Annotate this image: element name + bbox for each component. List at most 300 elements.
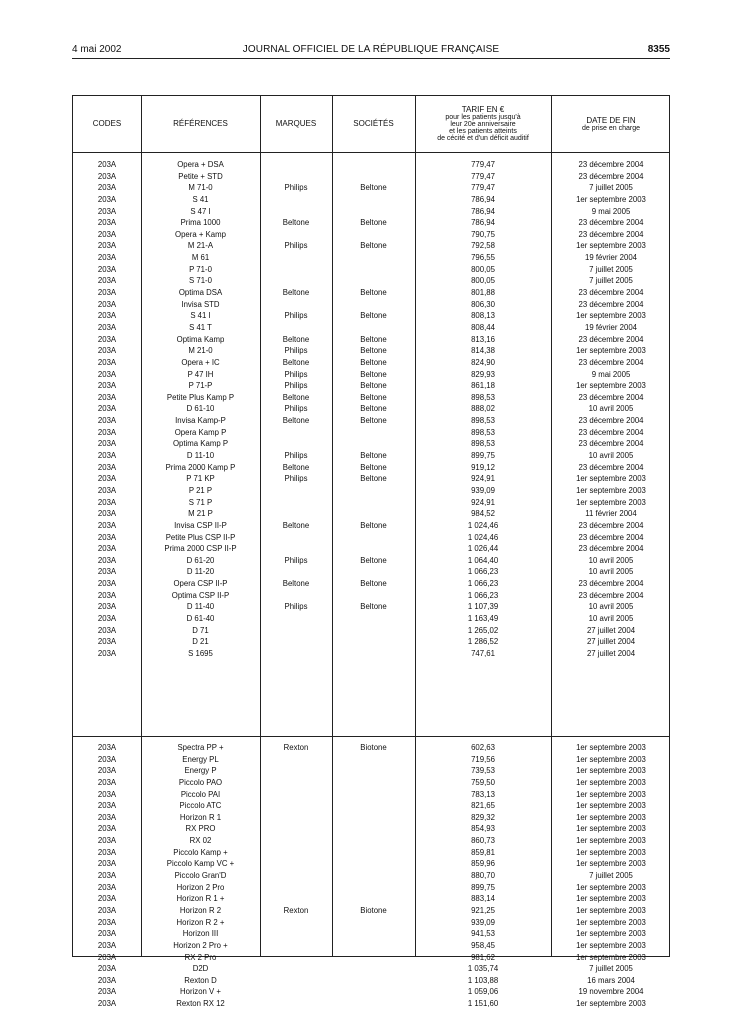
row-tarif: 1 066,23 xyxy=(467,590,499,600)
row-reference: M 21-0 xyxy=(188,346,213,356)
row-code: 203A xyxy=(97,544,117,554)
row-code: 203A xyxy=(97,194,117,204)
row-tarif: 1 103,88 xyxy=(467,975,499,985)
row-tarif: 1 035,74 xyxy=(467,964,499,974)
table-row xyxy=(73,217,669,229)
row-reference: P 71 KP xyxy=(186,474,215,484)
row-code: 203A xyxy=(97,777,117,787)
tariff-table xyxy=(72,95,670,1009)
row-code: 203A xyxy=(97,299,117,309)
row-date-fin: 7 juillet 2005 xyxy=(589,264,633,274)
table-row xyxy=(73,194,669,206)
table-row xyxy=(73,823,669,835)
row-tarif: 806,30 xyxy=(471,299,495,309)
table-row xyxy=(73,882,669,894)
table-row xyxy=(73,928,669,940)
row-tarif: 779,47 xyxy=(471,171,495,181)
row-code: 203A xyxy=(97,987,117,997)
column-header-label: CODES xyxy=(92,119,122,128)
row-code: 203A xyxy=(97,276,117,286)
row-tarif: 859,96 xyxy=(471,859,495,869)
table-row xyxy=(73,427,669,439)
row-code: 203A xyxy=(97,346,117,356)
row-date-fin: 23 décembre 2004 xyxy=(578,288,644,298)
row-date-fin: 23 décembre 2004 xyxy=(578,579,644,589)
row-date-fin: 19 novembre 2004 xyxy=(578,987,644,997)
row-tarif: 1 059,06 xyxy=(467,987,499,997)
table-row xyxy=(73,625,669,637)
row-tarif: 1 026,44 xyxy=(467,544,499,554)
row-reference: Energy P xyxy=(184,766,217,776)
row-reference: S 71 P xyxy=(188,497,213,507)
row-marque: Philips xyxy=(284,555,308,565)
row-marque: Beltone xyxy=(282,218,310,228)
row-reference: P 47 IH xyxy=(187,369,214,379)
row-tarif: 814,38 xyxy=(471,346,495,356)
row-reference: D 11-40 xyxy=(186,602,215,612)
row-reference: Horizon III xyxy=(182,929,219,939)
row-date-fin: 1er septembre 2003 xyxy=(576,789,646,799)
column-header-societes xyxy=(332,96,415,152)
row-code: 203A xyxy=(97,497,117,507)
row-reference: Prima 2000 CSP II-P xyxy=(164,544,237,554)
table-row xyxy=(73,917,669,929)
row-code: 203A xyxy=(97,357,117,367)
row-code: 203A xyxy=(97,451,117,461)
table-row xyxy=(73,240,669,252)
row-marque: Beltone xyxy=(282,334,310,344)
row-marque: Beltone xyxy=(282,392,310,402)
row-tarif: 1 066,23 xyxy=(467,567,499,577)
table-row xyxy=(73,438,669,450)
row-marque: Philips xyxy=(284,602,308,612)
row-reference: Prima 2000 Kamp P xyxy=(165,462,236,472)
table-row xyxy=(73,952,669,964)
table-row xyxy=(73,275,669,287)
table-row xyxy=(73,403,669,415)
row-date-fin: 11 février 2004 xyxy=(585,509,637,519)
row-tarif: 981,62 xyxy=(471,952,495,962)
row-tarif: 898,53 xyxy=(471,416,495,426)
row-tarif: 924,91 xyxy=(471,497,495,507)
row-societe: Beltone xyxy=(360,416,387,426)
row-tarif: 786,94 xyxy=(471,218,495,228)
row-marque: Philips xyxy=(284,451,308,461)
row-code: 203A xyxy=(97,952,117,962)
row-tarif: 880,70 xyxy=(471,871,495,881)
row-date-fin: 23 décembre 2004 xyxy=(578,427,644,437)
row-date-fin: 9 mai 2005 xyxy=(591,206,631,216)
row-societe: Biotone xyxy=(360,743,387,752)
row-reference: Horizon R 2 + xyxy=(176,917,225,927)
row-reference: Rexton D xyxy=(184,975,217,985)
header-page-number: 8355 xyxy=(647,44,670,55)
row-code: 203A xyxy=(97,859,117,869)
row-societe: Beltone xyxy=(360,346,387,356)
row-date-fin: 1er septembre 2003 xyxy=(576,917,646,927)
row-tarif: 854,93 xyxy=(471,824,495,834)
table-row xyxy=(73,334,669,346)
row-code: 203A xyxy=(97,637,117,647)
row-tarif: 924,91 xyxy=(471,474,495,484)
row-code: 203A xyxy=(97,555,117,565)
row-tarif: 602,63 xyxy=(471,743,495,752)
table-row xyxy=(73,986,669,998)
row-reference: Invisa STD xyxy=(181,299,220,309)
row-reference: D 71 xyxy=(192,625,209,635)
row-date-fin: 1er septembre 2003 xyxy=(576,194,646,204)
row-code: 203A xyxy=(97,241,117,251)
row-reference: Optima Kamp P xyxy=(172,439,229,449)
row-date-fin: 23 décembre 2004 xyxy=(578,299,644,309)
row-date-fin: 23 décembre 2004 xyxy=(578,392,644,402)
row-code: 203A xyxy=(97,975,117,985)
row-date-fin: 23 décembre 2004 xyxy=(578,520,644,530)
row-date-fin: 10 avril 2005 xyxy=(588,555,634,565)
row-marque: Philips xyxy=(284,404,308,414)
table-row xyxy=(73,777,669,789)
row-reference: Horizon R 1 + xyxy=(176,894,225,904)
row-tarif: 939,09 xyxy=(471,917,495,927)
row-date-fin: 1er septembre 2003 xyxy=(576,311,646,321)
row-marque: Rexton xyxy=(283,743,309,752)
row-date-fin: 16 mars 2004 xyxy=(587,975,635,985)
row-date-fin: 23 décembre 2004 xyxy=(578,439,644,449)
row-reference: Opera + IC xyxy=(181,357,220,367)
row-code: 203A xyxy=(97,766,117,776)
row-code: 203A xyxy=(97,824,117,834)
row-code: 203A xyxy=(97,253,117,263)
table-row xyxy=(73,847,669,859)
row-code: 203A xyxy=(97,625,117,635)
row-tarif: 1 024,46 xyxy=(467,520,499,530)
table-section xyxy=(73,159,669,660)
row-date-fin: 23 décembre 2004 xyxy=(578,160,644,169)
row-date-fin: 1er septembre 2003 xyxy=(576,743,646,752)
table-row xyxy=(73,287,669,299)
row-date-fin: 23 décembre 2004 xyxy=(578,334,644,344)
row-date-fin: 1er septembre 2003 xyxy=(576,801,646,811)
row-societe: Beltone xyxy=(360,334,387,344)
row-reference: D 11-20 xyxy=(186,567,215,577)
row-tarif: 861,18 xyxy=(471,381,495,391)
row-date-fin: 23 décembre 2004 xyxy=(578,590,644,600)
table-row xyxy=(73,754,669,766)
row-code: 203A xyxy=(97,404,117,414)
row-date-fin: 1er septembre 2003 xyxy=(576,882,646,892)
row-code: 203A xyxy=(97,754,117,764)
row-reference: Petite + STD xyxy=(178,171,223,181)
row-reference: Opera Kamp P xyxy=(174,427,227,437)
table-section xyxy=(73,742,669,1010)
column-header-sublabel: pour les patients jusqu'à xyxy=(445,114,521,121)
table-row xyxy=(73,450,669,462)
row-marque: Philips xyxy=(284,369,308,379)
row-reference: M 21-A xyxy=(187,241,214,251)
row-date-fin: 9 mai 2005 xyxy=(591,369,631,379)
row-reference: Spectra PP + xyxy=(177,743,224,752)
row-tarif: 779,47 xyxy=(471,160,495,169)
row-code: 203A xyxy=(97,602,117,612)
row-date-fin: 7 juillet 2005 xyxy=(589,871,633,881)
row-code: 203A xyxy=(97,801,117,811)
row-reference: P 21 P xyxy=(188,485,213,495)
row-reference: S 47 I xyxy=(190,206,211,216)
row-date-fin: 27 juillet 2004 xyxy=(586,625,636,635)
table-row xyxy=(73,858,669,870)
row-societe: Beltone xyxy=(360,602,387,612)
row-code: 203A xyxy=(97,322,117,332)
row-code: 203A xyxy=(97,579,117,589)
row-code: 203A xyxy=(97,567,117,577)
column-header-sublabel: leur 20e anniversaire xyxy=(450,121,516,128)
row-reference: P 71-P xyxy=(188,381,213,391)
row-code: 203A xyxy=(97,392,117,402)
table-row xyxy=(73,171,669,183)
row-tarif: 921,25 xyxy=(471,905,495,915)
table-row xyxy=(73,870,669,882)
row-tarif: 1 024,46 xyxy=(467,532,499,542)
column-header-references xyxy=(141,96,260,152)
header-divider xyxy=(73,152,669,153)
row-reference: S 41 xyxy=(192,194,209,204)
table-row xyxy=(73,182,669,194)
row-code: 203A xyxy=(97,218,117,228)
row-reference: Invisa Kamp-P xyxy=(175,416,226,426)
row-code: 203A xyxy=(97,334,117,344)
table-row xyxy=(73,485,669,497)
row-tarif: 898,53 xyxy=(471,392,495,402)
row-tarif: 786,94 xyxy=(471,194,495,204)
row-date-fin: 10 avril 2005 xyxy=(588,602,634,612)
table-row xyxy=(73,893,669,905)
row-date-fin: 1er septembre 2003 xyxy=(576,381,646,391)
row-date-fin: 10 avril 2005 xyxy=(588,451,634,461)
row-tarif: 899,75 xyxy=(471,451,495,461)
row-reference: S 1695 xyxy=(188,648,213,658)
row-date-fin: 1er septembre 2003 xyxy=(576,812,646,822)
row-reference: D 21 xyxy=(192,637,209,647)
row-date-fin: 7 juillet 2005 xyxy=(589,964,633,974)
table-row xyxy=(73,380,669,392)
row-marque: Philips xyxy=(284,311,308,321)
row-date-fin: 10 avril 2005 xyxy=(588,613,634,623)
row-date-fin: 27 juillet 2004 xyxy=(586,648,636,658)
row-reference: Energy PL xyxy=(182,754,219,764)
row-code: 203A xyxy=(97,532,117,542)
table-row xyxy=(73,252,669,264)
column-header-marques xyxy=(260,96,332,152)
section-divider xyxy=(73,736,669,737)
column-header-sublabel: et les patients atteints xyxy=(449,128,517,135)
row-tarif: 958,45 xyxy=(471,940,495,950)
row-societe: Beltone xyxy=(360,369,387,379)
table-row xyxy=(73,520,669,532)
table-row xyxy=(73,555,669,567)
row-code: 203A xyxy=(97,311,117,321)
table-row xyxy=(73,742,669,754)
row-code: 203A xyxy=(97,648,117,658)
table-row xyxy=(73,497,669,509)
row-tarif: 939,09 xyxy=(471,485,495,495)
page-header xyxy=(72,36,670,59)
table-row xyxy=(73,264,669,276)
row-marque: Philips xyxy=(284,381,308,391)
row-date-fin: 1er septembre 2003 xyxy=(576,766,646,776)
table-row xyxy=(73,975,669,987)
row-code: 203A xyxy=(97,462,117,472)
row-tarif: 859,81 xyxy=(471,847,495,857)
row-societe: Beltone xyxy=(360,520,387,530)
row-tarif: 719,56 xyxy=(471,754,495,764)
table-row xyxy=(73,299,669,311)
row-societe: Beltone xyxy=(360,392,387,402)
row-societe: Beltone xyxy=(360,218,387,228)
row-reference: Optima CSP II-P xyxy=(171,590,230,600)
table-row xyxy=(73,613,669,625)
row-code: 203A xyxy=(97,613,117,623)
table-row xyxy=(73,508,669,520)
row-reference: S 71-0 xyxy=(189,276,212,286)
row-reference: P 71-0 xyxy=(189,264,212,274)
row-date-fin: 1er septembre 2003 xyxy=(576,905,646,915)
row-code: 203A xyxy=(97,474,117,484)
row-tarif: 898,53 xyxy=(471,439,495,449)
row-reference: Horizon 2 Pro + xyxy=(173,940,228,950)
row-code: 203A xyxy=(97,999,117,1009)
row-reference: Horizon V + xyxy=(180,987,221,997)
row-societe: Beltone xyxy=(360,579,387,589)
row-tarif: 1 064,40 xyxy=(467,555,499,565)
header-title: JOURNAL OFFICIEL DE LA RÉPUBLIQUE FRANÇAISE xyxy=(242,44,500,55)
row-date-fin: 23 décembre 2004 xyxy=(578,544,644,554)
row-tarif: 801,88 xyxy=(471,288,495,298)
row-reference: Petite Plus Kamp P xyxy=(166,392,235,402)
row-societe: Beltone xyxy=(360,451,387,461)
row-date-fin: 23 décembre 2004 xyxy=(578,229,644,239)
row-tarif: 813,16 xyxy=(471,334,495,344)
row-code: 203A xyxy=(97,381,117,391)
row-marque: Beltone xyxy=(282,462,310,472)
table-row xyxy=(73,963,669,975)
row-reference: Piccolo ATC xyxy=(179,801,222,811)
table-row xyxy=(73,636,669,648)
table-row xyxy=(73,998,669,1010)
row-date-fin: 10 avril 2005 xyxy=(588,404,634,414)
table-row xyxy=(73,835,669,847)
row-code: 203A xyxy=(97,485,117,495)
row-date-fin: 1er septembre 2003 xyxy=(576,777,646,787)
row-reference: Petite Plus CSP II-P xyxy=(165,532,236,542)
row-tarif: 800,05 xyxy=(471,276,495,286)
row-code: 203A xyxy=(97,183,117,193)
row-date-fin: 10 avril 2005 xyxy=(588,567,634,577)
row-tarif: 1 066,23 xyxy=(467,579,499,589)
row-marque: Philips xyxy=(284,474,308,484)
row-code: 203A xyxy=(97,439,117,449)
row-tarif: 1 163,49 xyxy=(467,613,499,623)
row-code: 203A xyxy=(97,288,117,298)
table-row xyxy=(73,345,669,357)
row-code: 203A xyxy=(97,229,117,239)
row-reference: D 61-20 xyxy=(186,555,215,565)
row-reference: Opera CSP II-P xyxy=(173,579,228,589)
row-reference: Piccolo Kamp VC + xyxy=(166,859,235,869)
table-row xyxy=(73,789,669,801)
row-societe: Beltone xyxy=(360,474,387,484)
row-code: 203A xyxy=(97,836,117,846)
row-code: 203A xyxy=(97,590,117,600)
row-code: 203A xyxy=(97,520,117,530)
row-code: 203A xyxy=(97,160,117,169)
row-reference: Invisa CSP II-P xyxy=(174,520,227,530)
row-date-fin: 1er septembre 2003 xyxy=(576,929,646,939)
row-reference: M 21 P xyxy=(188,509,213,519)
table-row xyxy=(73,206,669,218)
row-reference: Optima DSA xyxy=(178,288,223,298)
row-societe: Beltone xyxy=(360,241,387,251)
column-header-label: MARQUES xyxy=(275,119,317,128)
row-tarif: 739,53 xyxy=(471,766,495,776)
row-code: 203A xyxy=(97,416,117,426)
row-marque: Beltone xyxy=(282,288,310,298)
row-tarif: 808,13 xyxy=(471,311,495,321)
row-societe: Beltone xyxy=(360,404,387,414)
table-row xyxy=(73,601,669,613)
row-reference: Piccolo Gran'D xyxy=(174,871,227,881)
row-reference: Rexton RX 12 xyxy=(176,999,225,1009)
column-header-label: TARIF EN € xyxy=(461,105,505,114)
row-date-fin: 1er septembre 2003 xyxy=(576,346,646,356)
row-reference: Opera + Kamp xyxy=(175,229,226,239)
table-row xyxy=(73,812,669,824)
row-societe: Beltone xyxy=(360,381,387,391)
row-code: 203A xyxy=(97,264,117,274)
row-societe: Beltone xyxy=(360,462,387,472)
row-date-fin: 1er septembre 2003 xyxy=(576,836,646,846)
table-row xyxy=(73,310,669,322)
row-marque: Beltone xyxy=(282,579,310,589)
row-date-fin: 19 février 2004 xyxy=(584,322,637,332)
row-reference: RX 02 xyxy=(189,836,212,846)
table-row xyxy=(73,940,669,952)
row-tarif: 759,50 xyxy=(471,777,495,787)
column-header-label: RÉFÉRENCES xyxy=(173,119,228,128)
row-reference: D 61-10 xyxy=(186,404,215,414)
column-header-tarif xyxy=(415,96,551,152)
row-code: 203A xyxy=(97,882,117,892)
row-societe: Beltone xyxy=(360,288,387,298)
row-reference: Piccolo PAO xyxy=(178,777,223,787)
row-reference: S 41 T xyxy=(189,322,212,332)
row-tarif: 941,53 xyxy=(471,929,495,939)
table-row xyxy=(73,543,669,555)
row-tarif: 779,47 xyxy=(471,183,495,193)
row-marque: Beltone xyxy=(282,416,310,426)
row-societe: Beltone xyxy=(360,311,387,321)
table-row xyxy=(73,159,669,171)
row-societe: Beltone xyxy=(360,357,387,367)
row-tarif: 783,13 xyxy=(471,789,495,799)
row-code: 203A xyxy=(97,427,117,437)
row-reference: Opera + DSA xyxy=(177,160,224,169)
row-date-fin: 1er septembre 2003 xyxy=(576,497,646,507)
table-row xyxy=(73,322,669,334)
table-row xyxy=(73,392,669,404)
row-reference: RX PRO xyxy=(185,824,216,834)
row-marque: Beltone xyxy=(282,357,310,367)
row-reference: D 61-40 xyxy=(186,613,215,623)
